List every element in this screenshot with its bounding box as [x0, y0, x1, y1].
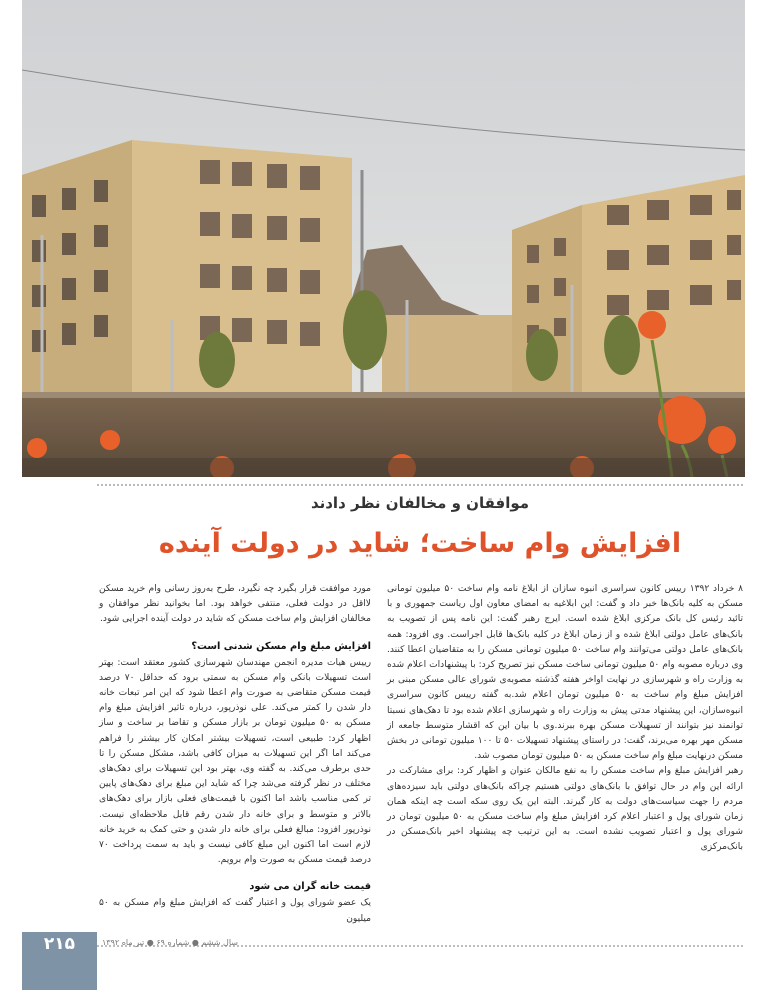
intro-paragraph: مورد موافقت قرار بگیرد چه نگیرد، طرح به‌روز رسانی وام خرید مسکن لااقل در دولت فعلی، منتفی خواهد بود. اما بخوانید نظر موافقان و مخالفان افزایش وام ساخت مسکن که شاید در دولت آینده اجرایی شود.: [99, 584, 371, 625]
article-kicker: موافقان و مخالفان نظر دادند: [310, 494, 530, 512]
paragraph: ۸ خرداد ۱۳۹۲ رییس کانون سراسری انبوه سازان از ابلاغ نامه وام ساخت ۵۰ میلیون تومانی مسکن به کلیه بانک‌ها خبر داد و گفت: این ابلاغیه به امضای معاون اول ریاست جمهوری و با تائید رئیس کل بانک مرکزی ابلاغ شده است. ایرج رهبر گفت: این نامه پس از تصویب به بانک‌های عامل دولتی ابلاغ شده و از زمان ابلاغ در کلیه بانک‌ها قابل اجراست. وی افزود: همه بانک‌های عامل دولتی می‌توانند وام ساخت ۵۰ میلیون تومانی مسکن را به متقاضیان اعطا کنند. وی درباره مصوبه وام ۵۰ میلیون تومانی ساخت مسکن نیز تصریح کرد: با پیشنهادات اعلام شده به وزارت راه و شهرسازی در نهایت اواخر هفته گذشته مصوبه‌ی شورای عالی مسکن مبنی بر افزایش مبلغ وام ساخت به ۵۰ میلیون تومان اعلام شد.به گفته رییس کانون سراسری انبوه‌سازان، این پیشنهاد مدتی پیش به وزارت راه و شهرسازی اعلام شده بود تا دهک‌های نسبتا توانمند نیز بتوانند از تسهیلات مسکن بهره ببرند.وی با بیان این که اقشار متوسط جامعه از مسکن مهر بهره می‌برند، گفت: در راستای پیشنهاد تسهیلات ۵۰ تا ۱۰۰ میلیون تومانی در بخش مسکن درنهایت مبلغ وام ساخت مسکن به ۵۰ میلیون تومان مصوب شد.: [387, 584, 744, 762]
paragraph: رهبر افزایش مبلغ وام ساخت مسکن را به نفع مالکان عنوان و اظهار کرد: برای مشارکت در ارائه این وام در حال توافق با بانک‌های دولتی هستیم چراکه بانک‌های دولتی باید سیزده‌های مردم را جهت سیاست‌های دولت به کار گیرند. البته این یک روی سکه است چه اینکه همان زمان شورای پول و اعتبار اعلام کرد افزایش مبلغ وام ساخت مسکن به ۵۰ میلیون تومان در شورای پول و اعتبار تصویب نشده است. به این ترتیب چه پیشنهاد اخیر بانک‌مسکن در بانک‌مرکزی: [387, 766, 743, 853]
housing-complex-photo-icon: [22, 0, 745, 477]
paragraph: رییس هیات مدیره انجمن مهندسان شهرسازی کشور معتقد است: بهتر است تسهیلات بانکی وام مسکن به سمتی برود که حداقل ۷۰ درصد قیمت مسکن متقاضی به صورت وام اعطا شود که این امر تبعات خانه دار شدن را کمتر می‌کند. علی نوذرپور، درباره تاثیر افزایش مبلغ وام مسکن به ۵۰ میلیون تومان بر بازار مسکن و تقاضا بر ساخت و ساز اظهار کرد: طبیعی است، تسهیلات بیشتر امکان کار بیشتر را فراهم می‌کند اما اگر این تسهیلات به میزان کافی باشد، مشکل مسکن را تا حدی برطرف می‌کند. به گفته وی، بهتر بود این تسهیلات برای دهک‌های مختلف در نظر گرفته می‌شد چرا که شاید این مبلغ برای دهک‌های پایین تر کمی مناسب باشد اما اکنون با قیمت‌های فعلی بازار برای دهک‌های بالاتر و متوسط و برای خانه دار شدن رقم قابل ملاحظه‌ای نیست. نوذرپور افزود: مبالغ فعلی برای خانه دار شدن و حتی کمک به خرید خانه لازم است اما اکنون این مبلغ کافی نیست و باید به سمت پرداخت ۷۰ درصد قیمت مسکن به صورت وام برویم.: [99, 657, 371, 866]
article-photo: [22, 0, 745, 477]
issue-info: سال ششم ● شماره ۶۹ ● تیر ماه ۱۳۹۲: [102, 938, 238, 947]
page-number: ۲۱۵: [43, 934, 76, 954]
article-column-left: [99, 582, 371, 927]
article-headline: افزایش وام ساخت؛ شاید در دولت آینده: [158, 528, 682, 559]
paragraph: یک عضو شورای پول و اعتبار گفت که افزایش مبلغ وام مسکن به ۵۰ میلیون: [99, 898, 371, 924]
article-column-right: [387, 582, 743, 856]
section-heading: قیمت خانه گران می شود: [249, 881, 371, 893]
header-divider: [97, 484, 743, 486]
section-heading: افزایش مبلغ وام مسکن شدنی است؟: [191, 640, 371, 652]
